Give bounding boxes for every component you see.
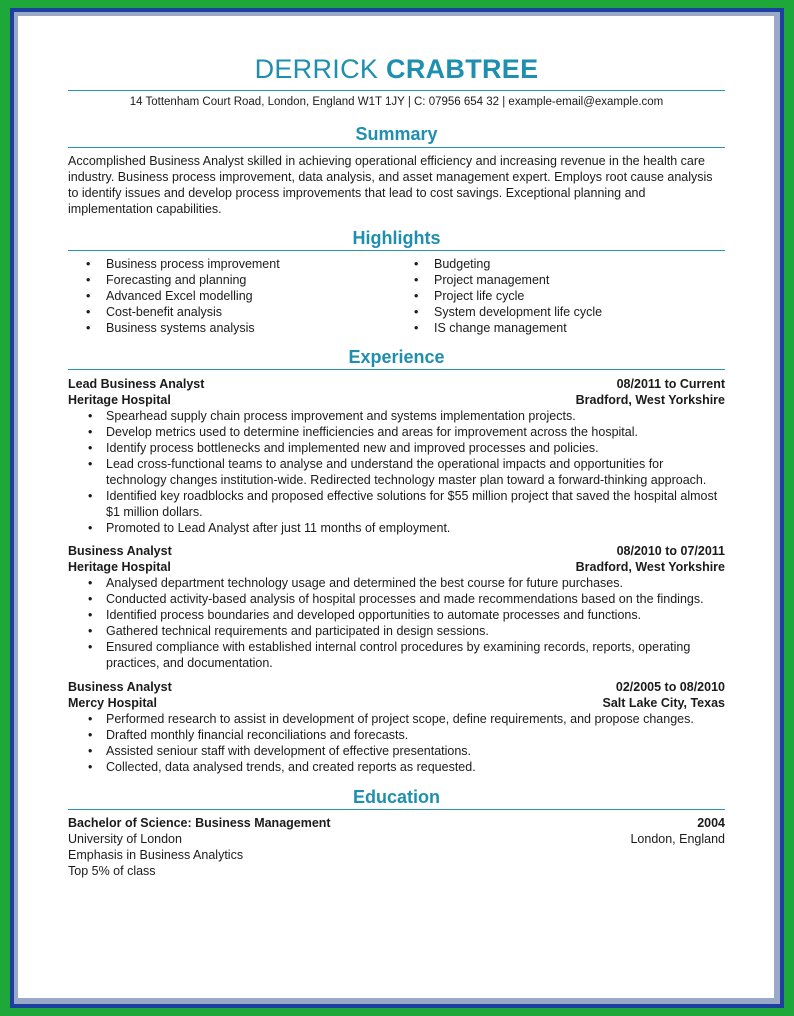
school-location: London, England <box>630 832 725 846</box>
degree-field: Business Management <box>195 816 331 830</box>
header-divider <box>68 90 725 91</box>
education-divider <box>68 809 725 810</box>
job-entry <box>68 376 725 536</box>
job-bullet: • Develop metrics used to determine inefficiencies and areas for improvement across the hospital. <box>68 424 725 440</box>
job-employer-row <box>68 559 725 575</box>
graduation-year: 2004 <box>697 816 725 830</box>
highlight-item: • Cost-benefit analysis <box>68 304 280 320</box>
highlights-left-list <box>68 256 280 336</box>
contact-line: 14 Tottenham Court Road, London, England W1T 1JY | C: 07956 654 32 | example-email@example.com <box>129 96 664 108</box>
job-employer: Heritage Hospital <box>68 560 171 574</box>
degree-label: Bachelor of Science <box>68 816 188 830</box>
school-row <box>68 831 725 847</box>
job-employer: Mercy Hospital <box>68 696 157 710</box>
job-dates: 08/2011 to Current <box>616 377 725 391</box>
highlight-item: • Business systems analysis <box>68 320 280 336</box>
highlight-item: • Forecasting and planning <box>68 272 280 288</box>
highlights-divider <box>68 250 725 251</box>
job-title-row <box>68 679 725 695</box>
job-bullet: • Identified key roadblocks and proposed effective solutions for $55 million project that saved the hospital almost $1 million dollars. <box>68 488 725 520</box>
summary-divider <box>68 147 725 148</box>
highlight-item: • Advanced Excel modelling <box>68 288 280 304</box>
job-bullet: • Conducted activity-based analysis of hospital processes and made recommendations based on the findings. <box>68 591 725 607</box>
job-title-row <box>68 543 725 559</box>
job-bullets <box>68 711 725 775</box>
job-dates: 02/2005 to 08/2010 <box>615 680 725 694</box>
job-employer-row <box>68 392 725 408</box>
highlight-item: • IS change management <box>396 320 602 336</box>
first-name: DERRICK <box>254 54 379 84</box>
degree-row <box>68 815 725 831</box>
job-title: Business Analyst <box>68 544 172 558</box>
job-bullet: • Lead cross-functional teams to analyse and understand the operational impacts and opportunities for technology changes institution-wide. Redirected technology master plan toward a forward-thinking approach. <box>68 456 725 488</box>
job-title: Lead Business Analyst <box>68 377 205 391</box>
degree: Bachelor of Science: Business Management <box>68 816 331 830</box>
job-bullet: • Identify process bottlenecks and implemented new and improved processes and policies. <box>68 440 725 456</box>
highlight-item: • System development life cycle <box>396 304 602 320</box>
job-bullet: • Ensured compliance with established internal control procedures by examining records, reports, operating practices, and documentation. <box>68 639 725 671</box>
summary-text: Accomplished Business Analyst skilled in achieving operational efficiency and increasing revenue in the health care industry. Business process improvement, data analysis, and asset management expert. Employs root cause analysis to identify issues and develop process improvements that lead to cost savings. Exceptional planning and implementation capabilities. <box>68 154 713 216</box>
job-location: Bradford, West Yorkshire <box>575 393 725 407</box>
job-bullet: • Collected, data analysed trends, and created reports as requested. <box>68 759 725 775</box>
education-heading: Education <box>352 787 440 807</box>
job-bullet: • Analysed department technology usage and determined the best course for future purchases. <box>68 575 725 591</box>
education-honor: Top 5% of class <box>68 864 156 878</box>
job-entry <box>68 679 725 775</box>
job-title-row <box>68 376 725 392</box>
education-entry <box>68 815 725 879</box>
summary-heading: Summary <box>355 124 438 144</box>
highlights-right-list <box>396 256 602 336</box>
highlight-item: • Business process improvement <box>68 256 280 272</box>
job-bullet: • Assisted seniour staff with development of effective presentations. <box>68 743 725 759</box>
job-bullet: • Spearhead supply chain process improvement and systems implementation projects. <box>68 408 725 424</box>
candidate-name <box>68 54 725 85</box>
experience-heading: Experience <box>348 347 445 367</box>
job-title: Business Analyst <box>68 680 172 694</box>
job-employer-row <box>68 695 725 711</box>
job-location: Bradford, West Yorkshire <box>575 560 725 574</box>
job-entry <box>68 543 725 671</box>
job-bullet: • Promoted to Lead Analyst after just 11 months of employment. <box>68 520 725 536</box>
job-location: Salt Lake City, Texas <box>602 696 725 710</box>
job-bullet: • Performed research to assist in development of project scope, define requirements, and propose changes. <box>68 711 725 727</box>
job-bullet: • Identified process boundaries and developed opportunities to automate processes and functions. <box>68 607 725 623</box>
resume-page <box>18 16 774 998</box>
job-bullet: • Gathered technical requirements and participated in design sessions. <box>68 623 725 639</box>
experience-divider <box>68 369 725 370</box>
last-name: CRABTREE <box>386 54 539 84</box>
job-bullets <box>68 575 725 671</box>
job-employer: Heritage Hospital <box>68 393 171 407</box>
job-bullet: • Drafted monthly financial reconciliations and forecasts. <box>68 727 725 743</box>
highlights-heading: Highlights <box>352 228 441 248</box>
school-name: University of London <box>68 832 182 846</box>
highlight-item: • Budgeting <box>396 256 602 272</box>
job-bullets <box>68 408 725 536</box>
highlight-item: • Project management <box>396 272 602 288</box>
education-emphasis: Emphasis in Business Analytics <box>68 848 244 862</box>
job-dates: 08/2010 to 07/2011 <box>616 544 725 558</box>
highlight-item: • Project life cycle <box>396 288 602 304</box>
